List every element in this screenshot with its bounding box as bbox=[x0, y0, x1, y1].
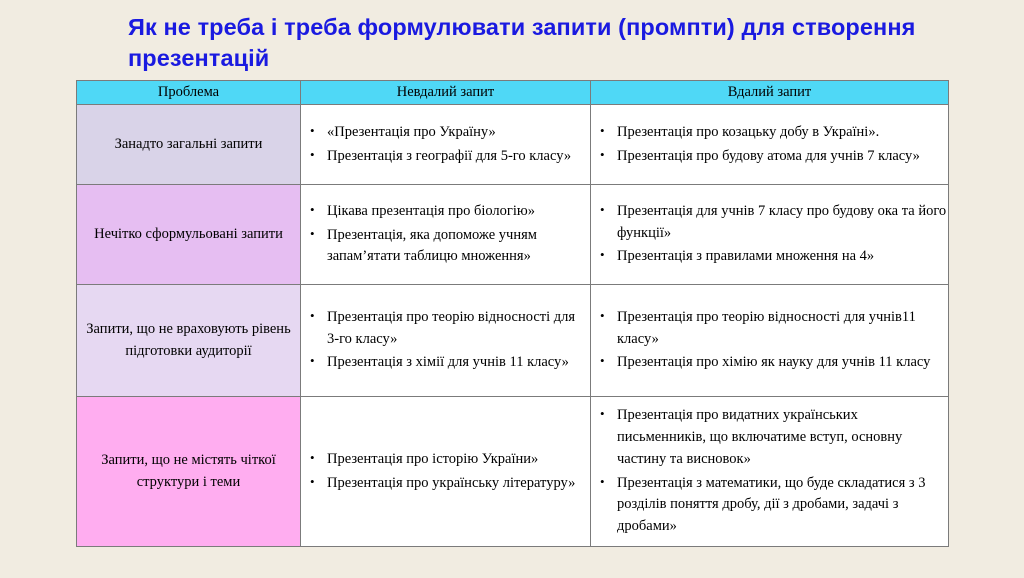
problem-cell: Запити, що не враховують рівень підготовки аудиторії bbox=[77, 285, 301, 397]
good-prompt-cell bbox=[591, 185, 949, 285]
list-item: • Презентація про хімію як науку для учнів 11 класу bbox=[617, 352, 948, 374]
list-item: • Презентація про українську літературу» bbox=[327, 473, 590, 495]
table-row bbox=[77, 185, 949, 285]
column-header-bad-prompt: Невдалий запит bbox=[301, 81, 591, 105]
table-header-row bbox=[77, 81, 949, 105]
bad-prompt-cell bbox=[301, 185, 591, 285]
column-header-problem: Проблема bbox=[77, 81, 301, 105]
good-prompt-cell bbox=[591, 105, 949, 185]
problem-cell: Занадто загальні запити bbox=[77, 105, 301, 185]
problem-cell: Нечітко сформульовані запити bbox=[77, 185, 301, 285]
list-item: • Презентація з хімії для учнів 11 класу» bbox=[327, 352, 590, 374]
list-item: • Презентація для учнів 7 класу про будову ока та його функції» bbox=[617, 201, 948, 245]
list-item: • Презентація про козацьку добу в Україні». bbox=[617, 122, 948, 144]
bad-prompt-cell bbox=[301, 105, 591, 185]
bad-prompt-cell bbox=[301, 285, 591, 397]
list-item: • Презентація про будову атома для учнів 7 класу» bbox=[617, 146, 948, 168]
table-row bbox=[77, 105, 949, 185]
prompt-comparison-table bbox=[76, 80, 948, 547]
list-item: • Презентація про історію України» bbox=[327, 449, 590, 471]
good-prompt-cell bbox=[591, 285, 949, 397]
list-item: • «Презентація про Україну» bbox=[327, 122, 590, 144]
list-item: • Презентація про видатних українських письменників, що включатиме вступ, основну частину та висновок» bbox=[617, 405, 948, 470]
list-item: • Презентація, яка допоможе учням запам’ятати таблицю множення» bbox=[327, 225, 590, 269]
bad-prompt-cell bbox=[301, 397, 591, 547]
table-row bbox=[77, 397, 949, 547]
list-item: • Презентація про теорію відносності для учнів11 класу» bbox=[617, 307, 948, 351]
page-title: Як не треба і треба формулювати запити (промпти) для створення презентацій bbox=[128, 14, 916, 72]
list-item: • Презентація з географії для 5-го класу» bbox=[327, 146, 590, 168]
column-header-good-prompt: Вдалий запит bbox=[591, 81, 949, 105]
list-item: • Презентація з правилами множення на 4» bbox=[617, 246, 948, 268]
table bbox=[76, 80, 949, 547]
good-prompt-cell bbox=[591, 397, 949, 547]
list-item: • Цікава презентація про біологію» bbox=[327, 201, 590, 223]
problem-cell: Запити, що не містять чіткої структури і теми bbox=[77, 397, 301, 547]
table-row bbox=[77, 285, 949, 397]
list-item: • Презентація з математики, що буде складатися з 3 розділів поняття дробу, дії з дробами, задачі з дробами» bbox=[617, 473, 948, 538]
list-item: • Презентація про теорію відносності для 3-го класу» bbox=[327, 307, 590, 351]
